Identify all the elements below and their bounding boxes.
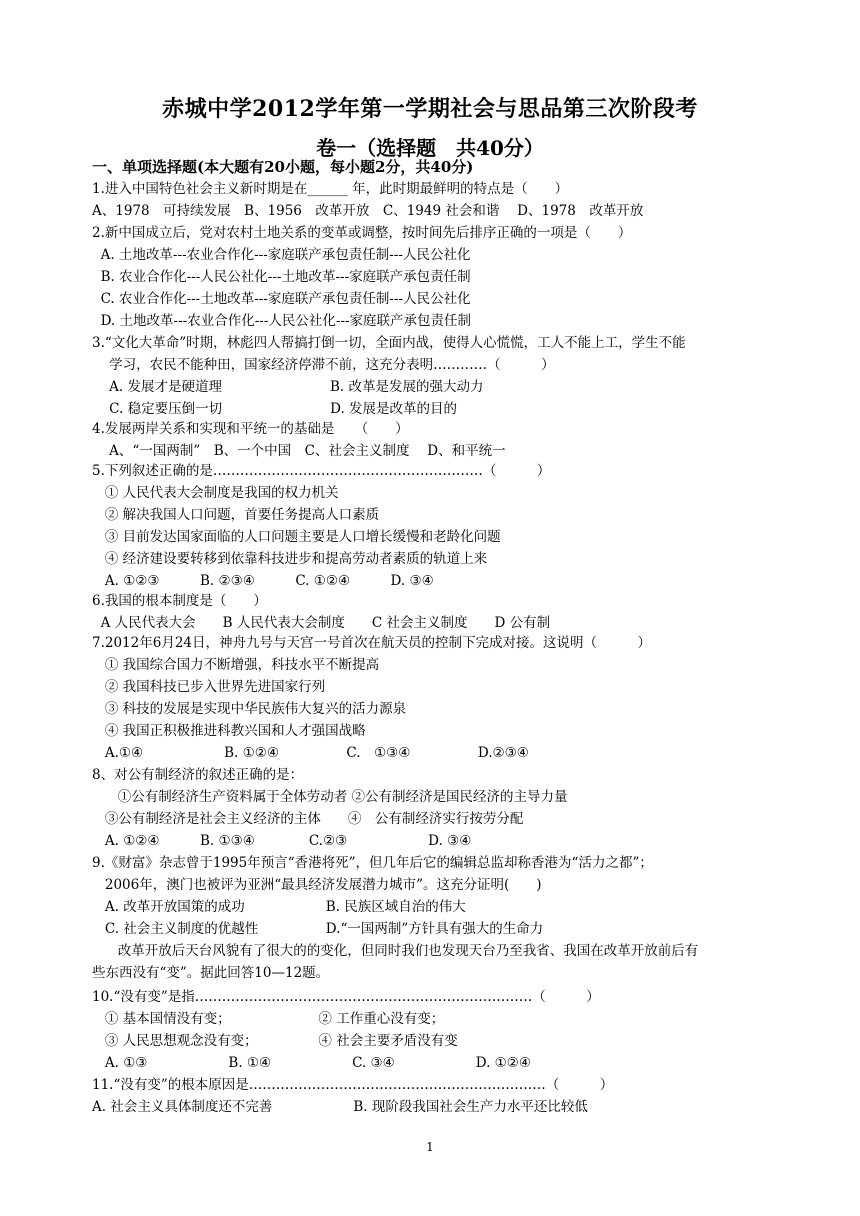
page-number: 1: [426, 1140, 434, 1154]
exam-line: A. 改革开放国策的成功 B. 民族区域自治的伟大: [92, 899, 466, 915]
exam-line: 4.发展两岸关系和实现和平统一的基础是 （ ）: [92, 421, 409, 437]
exam-line: B. 农业合作化---人民公社化---土地改革---家庭联产承包责任制: [92, 269, 471, 285]
exam-line: ①公有制经济生产资料属于全体劳动者 ②公有制经济是国民经济的主导力量: [92, 789, 568, 805]
exam-line: C. 社会主义制度的优越性 D.“一国两制”方针具有强大的生命力: [92, 921, 544, 937]
exam-line: C. 稳定要压倒一切 D. 发展是改革的目的: [92, 401, 458, 417]
exam-line: C. 农业合作化---土地改革---家庭联产承包责任制---人民公社化: [92, 291, 471, 307]
exam-line: 改革开放后天台风貌有了很大的的变化，但同时我们也发现天台乃至我省、我国在改革开放前后有: [92, 943, 699, 959]
exam-line: 2.新中国成立后，党对农村土地关系的变革或调整，按时间先后排序正确的一项是（ ）: [92, 225, 632, 241]
exam-line: 8、对公有制经济的叙述正确的是：: [92, 767, 304, 783]
exam-line: A. ①②③ B. ②③④ C. ①②④ D. ③④: [92, 573, 434, 589]
exam-line: A. 发展才是硬道理 B. 改革是发展的强大动力: [92, 379, 484, 395]
exam-line: A、1978 可持续发展 B、1956 改革开放 C、1949 社会和谐 D、1978 改革开放: [92, 203, 644, 219]
exam-line: 10.“没有变”是指…………………………………………………………………（ ）: [92, 989, 600, 1005]
exam-line: ④ 经济建设要转移到依靠科技进步和提高劳动者素质的轨道上来: [92, 551, 488, 567]
exam-line: ② 我国科技已步入世界先进国家行列: [92, 679, 326, 695]
exam-line: A. ①②④ B. ①③④ C.②③ D. ③④: [92, 833, 472, 849]
exam-line: A. 社会主义具体制度还不完善 B. 现阶段我国社会生产力水平还比较低: [92, 1099, 588, 1115]
exam-line: 9.《财富》杂志曾于1995年预言“香港将死”，但几年后它的编辑总监却称香港为“活力之都”；: [92, 855, 653, 871]
section-heading: 一、单项选择题(本大题有20小题，每小题2分，共40分): [92, 158, 474, 176]
exam-line: 3.“文化大革命”时期，林彪四人帮搞打倒一切，全面内战，使得人心慌慌，工人不能上工，学生不能: [92, 335, 686, 351]
exam-line: D. 土地改革---农业合作化---人民公社化---家庭联产承包责任制: [92, 313, 472, 329]
exam-line: A、“一国两制” B、一个中国 C、社会主义制度 D、和平统一: [92, 443, 506, 459]
exam-line: A. 土地改革---农业合作化---家庭联产承包责任制---人民公社化: [92, 247, 471, 263]
exam-line: 1.进入中国特色社会主义新时期是在______ 年，此时期最鲜明的特点是（ ）: [92, 181, 569, 197]
exam-line: 5.下列叙述正确的是……………………………………………………（ ）: [92, 463, 551, 479]
exam-line: 学习，农民不能种田，国家经济停滞不前，这充分表明…………（ ）: [92, 357, 555, 373]
exam-line: A.①④ B. ①②④ C. ①③④ D.②③④: [92, 745, 529, 761]
exam-line: A 人民代表大会 B 人民代表大会制度 C 社会主义制度 D 公有制: [92, 615, 551, 631]
exam-line: 些东西没有“变”。据此回答10—12题。: [92, 965, 330, 981]
exam-line: ① 基本国情没有变； ② 工作重心没有变；: [92, 1011, 445, 1027]
exam-line: ③ 目前发达国家面临的人口问题主要是人口增长缓慢和老龄化问题: [92, 529, 501, 545]
exam-line: A. ①③ B. ①④ C. ③④ D. ①②④: [92, 1055, 531, 1071]
exam-title: 赤城中学2012学年第一学期社会与思品第三次阶段考: [162, 96, 698, 122]
exam-line: ③ 人民思想观念没有变； ④ 社会主要矛盾没有变: [92, 1033, 458, 1049]
exam-line: ③公有制经济是社会主义经济的主体 ④ 公有制经济实行按劳分配: [92, 811, 524, 827]
exam-line: ② 解决我国人口问题，首要任务提高人口素质: [92, 507, 380, 523]
exam-line: 2006年，澳门也被评为亚洲“最具经济发展潜力城市”。这充分证明( ): [92, 877, 542, 893]
exam-line: 6.我国的根本制度是（ ）: [92, 593, 267, 609]
exam-line: ① 我国综合国力不断增强，科技水平不断提高: [92, 657, 380, 673]
exam-line: ③ 科技的发展是实现中华民族伟大复兴的活力源泉: [92, 701, 407, 717]
exam-line: ④ 我国正积极推进科教兴国和人才强国战略: [92, 723, 366, 739]
section-title: 卷一（选择题 共40分）: [316, 136, 544, 160]
exam-line: ① 人民代表大会制度是我国的权力机关: [92, 485, 339, 501]
exam-line: 7.2012年6月24日，神舟九号与天宫一号首次在航天员的控制下完成对接。这说明（ ）: [92, 635, 652, 651]
exam-line: 11.“没有变”的根本原因是…………………………………………………………（ ）: [92, 1077, 614, 1093]
